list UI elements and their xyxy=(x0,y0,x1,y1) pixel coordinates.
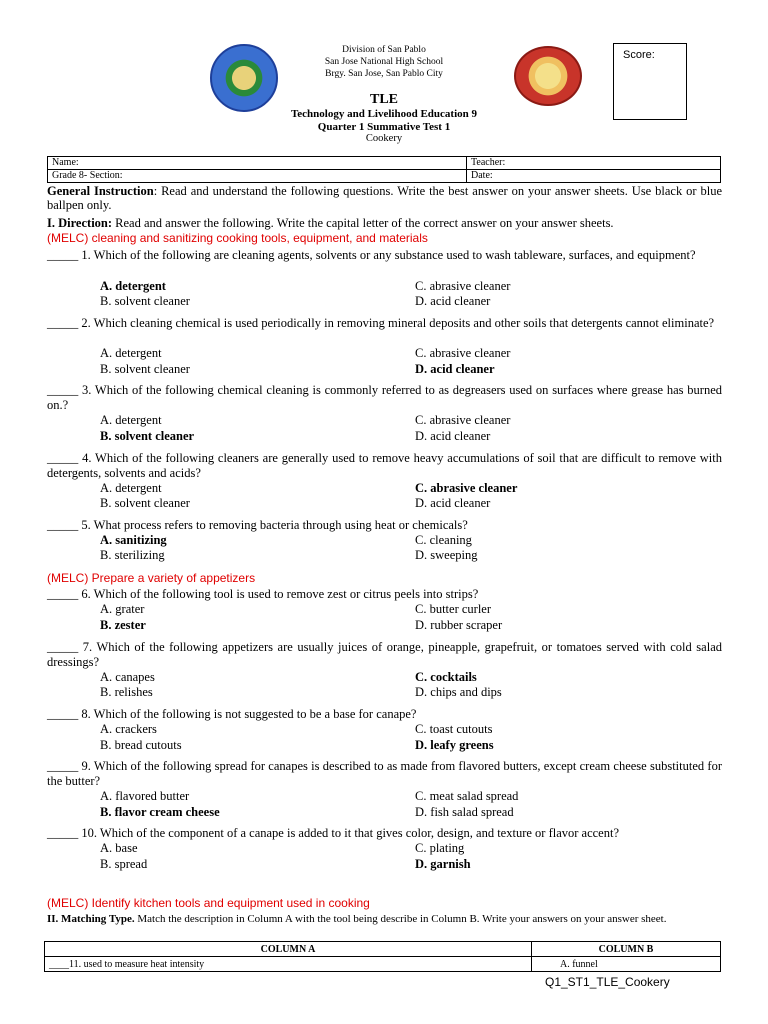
q8-option-a: A. crackers xyxy=(100,722,157,736)
student-info-table xyxy=(47,156,721,183)
column-a-header: COLUMN A xyxy=(45,942,532,957)
q9-option-d: D. fish salad spread xyxy=(415,805,514,819)
melc-heading-1: (MELC) cleaning and sanitizing cooking tools, equipment, and materials xyxy=(47,231,428,245)
direction xyxy=(47,216,722,230)
general-label: General Instruction xyxy=(47,184,154,198)
q6-option-c: C. butter curler xyxy=(415,602,492,616)
q7-option-a: A. canapes xyxy=(100,670,155,684)
name-cell: Name: xyxy=(48,157,467,170)
q4-option-c: C. abrasive cleaner xyxy=(415,481,518,495)
page-footer: Q1_ST1_TLE_Cookery xyxy=(545,975,670,989)
matching-instruction xyxy=(47,913,722,926)
q4-option-a: A. detergent xyxy=(100,481,162,495)
q3-option-d: D. acid cleaner xyxy=(415,429,491,443)
q1-option-a: A. detergent xyxy=(100,279,166,293)
q2-option-a: A. detergent xyxy=(100,346,162,360)
q9-option-a: A. flavored butter xyxy=(100,789,190,803)
score-label: Score: xyxy=(623,49,655,61)
topic-title: Cookery xyxy=(365,133,403,144)
q1-option-c: C. abrasive cleaner xyxy=(415,279,511,293)
question-3: _____ 3. Which of the following chemical cleaning is commonly referred to as degreasers used on surfaces where grease has burned on.? xyxy=(47,383,722,412)
question-2: _____ 2. Which cleaning chemical is used periodically in removing mineral deposits and other soils that detergents cannot eliminate? xyxy=(47,316,715,330)
school-text: San Jose National High School xyxy=(324,57,444,67)
question-1: _____ 1. Which of the following are cleaning agents, solvents or any substance used to wash tableware, surfaces, and equipment? xyxy=(47,248,696,262)
q1-option-d: D. acid cleaner xyxy=(415,294,491,308)
subject-title: TLE xyxy=(369,92,398,107)
date-cell: Date: xyxy=(467,170,721,183)
question-6: _____ 6. Which of the following tool is used to remove zest or citrus peels into strips? xyxy=(47,587,479,601)
row-11-description: ____11. used to measure heat intensity xyxy=(45,957,532,972)
general-instruction xyxy=(47,184,722,212)
q10-option-d: D. garnish xyxy=(415,857,471,871)
matching-table xyxy=(44,941,721,972)
row-a-tool: A. funnel xyxy=(532,957,721,972)
q10-option-b: B. spread xyxy=(100,857,148,871)
melc-heading-2: (MELC) Prepare a variety of appetizers xyxy=(47,571,256,585)
general-text: : Read and understand the following questions. Write the best answer on your answer sheets. Use black or blue ballpen only. xyxy=(47,184,722,212)
q4-option-b: B. solvent cleaner xyxy=(100,496,190,510)
q1-option-b: B. solvent cleaner xyxy=(100,294,190,308)
q5-option-b: B. sterilizing xyxy=(100,548,165,562)
address-text: Brgy. San Jose, San Pablo City xyxy=(325,69,443,79)
melc-heading-3: (MELC) Identify kitchen tools and equipment used in cooking xyxy=(47,896,370,910)
matching-label: II. Matching Type. xyxy=(47,913,135,925)
q10-option-c: C. plating xyxy=(415,841,465,855)
direction-text: Read and answer the following. Write the capital letter of the correct answer on your answer sheets. xyxy=(112,216,614,230)
q8-option-d: D. leafy greens xyxy=(415,738,494,752)
q6-option-a: A. grater xyxy=(100,602,145,616)
score-box xyxy=(613,43,687,120)
q5-option-a: A. sanitizing xyxy=(100,533,167,547)
q6-option-d: D. rubber scraper xyxy=(415,618,503,632)
q7-option-b: B. relishes xyxy=(100,685,153,699)
q7-option-d: D. chips and dips xyxy=(415,685,502,699)
test-title: Quarter 1 Summative Test 1 xyxy=(317,121,451,133)
question-9: _____ 9. Which of the following spread for canapes is described to as made from flavored butters, except cream cheese substituted for the butter? xyxy=(47,759,722,788)
question-7: _____ 7. Which of the following appetizers are usually juices of orange, pineapple, grapefruit, or tomatoes served with cold salad dressings? xyxy=(47,640,722,669)
q2-option-d: D. acid cleaner xyxy=(415,362,495,376)
column-b-header: COLUMN B xyxy=(532,942,721,957)
course-title: Technology and Livelihood Education 9 xyxy=(290,108,478,120)
question-5: _____ 5. What process refers to removing bacteria through using heat or chemicals? xyxy=(47,518,468,532)
direction-label: I. Direction: xyxy=(47,216,113,230)
q3-option-c: C. abrasive cleaner xyxy=(415,413,511,427)
q8-option-c: C. toast cutouts xyxy=(415,722,493,736)
q10-option-a: A. base xyxy=(100,841,138,855)
q4-option-d: D. acid cleaner xyxy=(415,496,491,510)
q8-option-b: B. bread cutouts xyxy=(100,738,182,752)
division-text: Division of San Pablo xyxy=(342,45,426,55)
q6-option-b: B. zester xyxy=(100,618,146,632)
q2-option-b: B. solvent cleaner xyxy=(100,362,190,376)
question-4: _____ 4. Which of the following cleaners are generally used to remove heavy accumulations of soil that are difficult to remove with detergents, solvents and acids? xyxy=(47,451,722,480)
q2-option-c: C. abrasive cleaner xyxy=(415,346,511,360)
matching-text: Match the description in Column A with the tool being describe in Column B. Write your answers on your answer sheet. xyxy=(134,913,667,925)
q9-option-c: C. meat salad spread xyxy=(415,789,519,803)
q3-option-b: B. solvent cleaner xyxy=(100,429,195,443)
question-10: _____ 10. Which of the component of a canape is added to it that gives color, design, and texture or flavor accent? xyxy=(47,826,619,840)
question-8: _____ 8. Which of the following is not suggested to be a base for canape? xyxy=(47,707,417,721)
q5-option-c: C. cleaning xyxy=(415,533,472,547)
teacher-cell: Teacher: xyxy=(467,157,721,170)
q5-option-d: D. sweeping xyxy=(415,548,478,562)
q3-option-a: A. detergent xyxy=(100,413,162,427)
q7-option-c: C. cocktails xyxy=(415,670,477,684)
grade-cell: Grade 8- Section: xyxy=(48,170,467,183)
q9-option-b: B. flavor cream cheese xyxy=(100,805,220,819)
